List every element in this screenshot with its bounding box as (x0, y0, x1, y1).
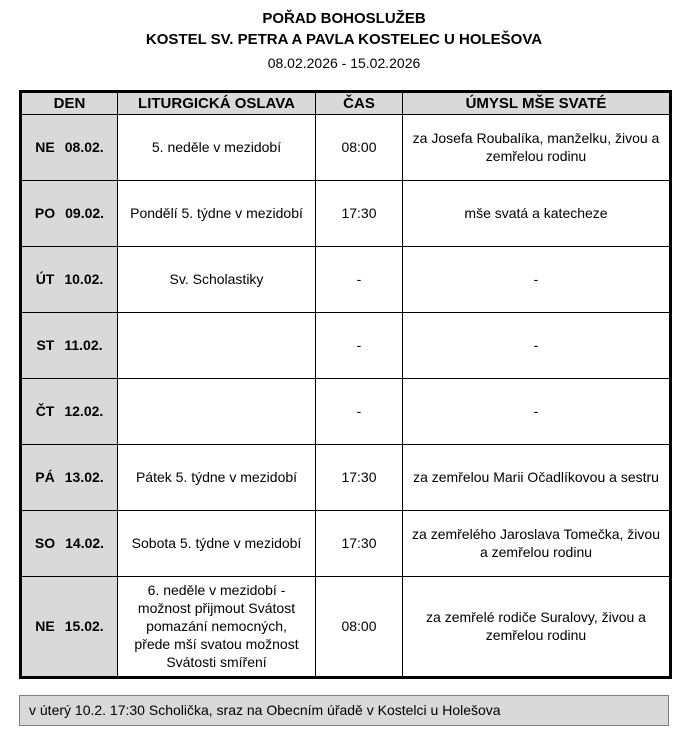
table-row (21, 246, 671, 312)
table-row (21, 114, 671, 180)
column-header-celebration: LITURGICKÁ OSLAVA (118, 91, 316, 114)
celebration-cell (118, 378, 316, 444)
day-cell (21, 444, 118, 510)
time-cell: 17:30 (316, 444, 403, 510)
day-abbrev: ST (36, 337, 55, 353)
column-header-day: DEN (21, 91, 118, 114)
celebration-cell: 6. neděle v mezidobí - možnost přijmout Svátost pomazání nemocných, přede mší svatou možnost Svátosti smíření (118, 576, 316, 677)
page-title: POŘAD BOHOSLUŽEB (262, 10, 426, 27)
day-abbrev: PO (34, 205, 56, 221)
footer-note (19, 695, 669, 726)
day-date: 08.02. (64, 139, 104, 155)
time-cell: 17:30 (316, 510, 403, 576)
date-range: 08.02.2026 - 15.02.2026 (267, 55, 421, 71)
celebration-cell: Pátek 5. týdne v mezidobí (118, 444, 316, 510)
day-cell (21, 378, 118, 444)
table-row (21, 312, 671, 378)
column-header-intention: ÚMYSL MŠE SVATÉ (403, 91, 671, 114)
celebration-cell: Pondělí 5. týdne v mezidobí (118, 180, 316, 246)
day-cell (21, 180, 118, 246)
table-row (21, 510, 671, 576)
document-header (19, 8, 669, 74)
day-abbrev: ÚT (35, 271, 55, 287)
table-row (21, 378, 671, 444)
intention-cell: za zemřelého Jaroslava Tomečka, živou a zemřelou rodinu (403, 510, 671, 576)
time-cell: - (316, 378, 403, 444)
intention-cell: - (403, 312, 671, 378)
table-header-row (21, 91, 671, 114)
intention-cell: mše svatá a katecheze (403, 180, 671, 246)
day-abbrev: ČT (35, 403, 55, 419)
day-date: 09.02. (65, 205, 105, 221)
intention-cell: - (403, 378, 671, 444)
day-date: 14.02. (65, 535, 105, 551)
time-cell: - (316, 312, 403, 378)
intention-cell: za zemřelou Marii Očadlíkovou a sestru (403, 444, 671, 510)
day-cell (21, 576, 118, 677)
day-cell (21, 246, 118, 312)
day-cell (21, 114, 118, 180)
day-cell (21, 510, 118, 576)
day-date: 15.02. (64, 617, 104, 634)
day-abbrev: NE (35, 617, 55, 634)
day-abbrev: SO (34, 535, 56, 551)
day-date: 12.02. (64, 403, 104, 419)
celebration-cell: 5. neděle v mezidobí (118, 114, 316, 180)
schedule-table (19, 90, 672, 679)
column-header-time: ČAS (316, 91, 403, 114)
time-cell: - (316, 246, 403, 312)
table-row (21, 444, 671, 510)
time-cell: 08:00 (316, 114, 403, 180)
intention-cell: - (403, 246, 671, 312)
day-abbrev: PÁ (35, 469, 55, 485)
time-cell: 08:00 (316, 576, 403, 677)
day-date: 11.02. (64, 337, 103, 353)
day-cell (21, 312, 118, 378)
intention-cell: za Josefa Roubalíka, manželku, živou a zemřelou rodinu (403, 114, 671, 180)
footer-note-text: v úterý 10.2. 17:30 Scholička, sraz na Obecním úřadě v Kostelci u Holešova (29, 702, 501, 719)
table-row (21, 576, 671, 677)
day-date: 10.02. (64, 271, 104, 287)
celebration-cell: Sv. Scholastiky (118, 246, 316, 312)
intention-cell: za zemřelé rodiče Suralovy, živou a zemřelou rodinu (403, 576, 671, 677)
celebration-cell: Sobota 5. týdne v mezidobí (118, 510, 316, 576)
day-date: 13.02. (64, 469, 104, 485)
time-cell: 17:30 (316, 180, 403, 246)
day-abbrev: NE (35, 139, 55, 155)
church-name: KOSTEL SV. PETRA A PAVLA KOSTELEC U HOLEŠOVA (145, 31, 543, 48)
table-row (21, 180, 671, 246)
celebration-cell (118, 312, 316, 378)
